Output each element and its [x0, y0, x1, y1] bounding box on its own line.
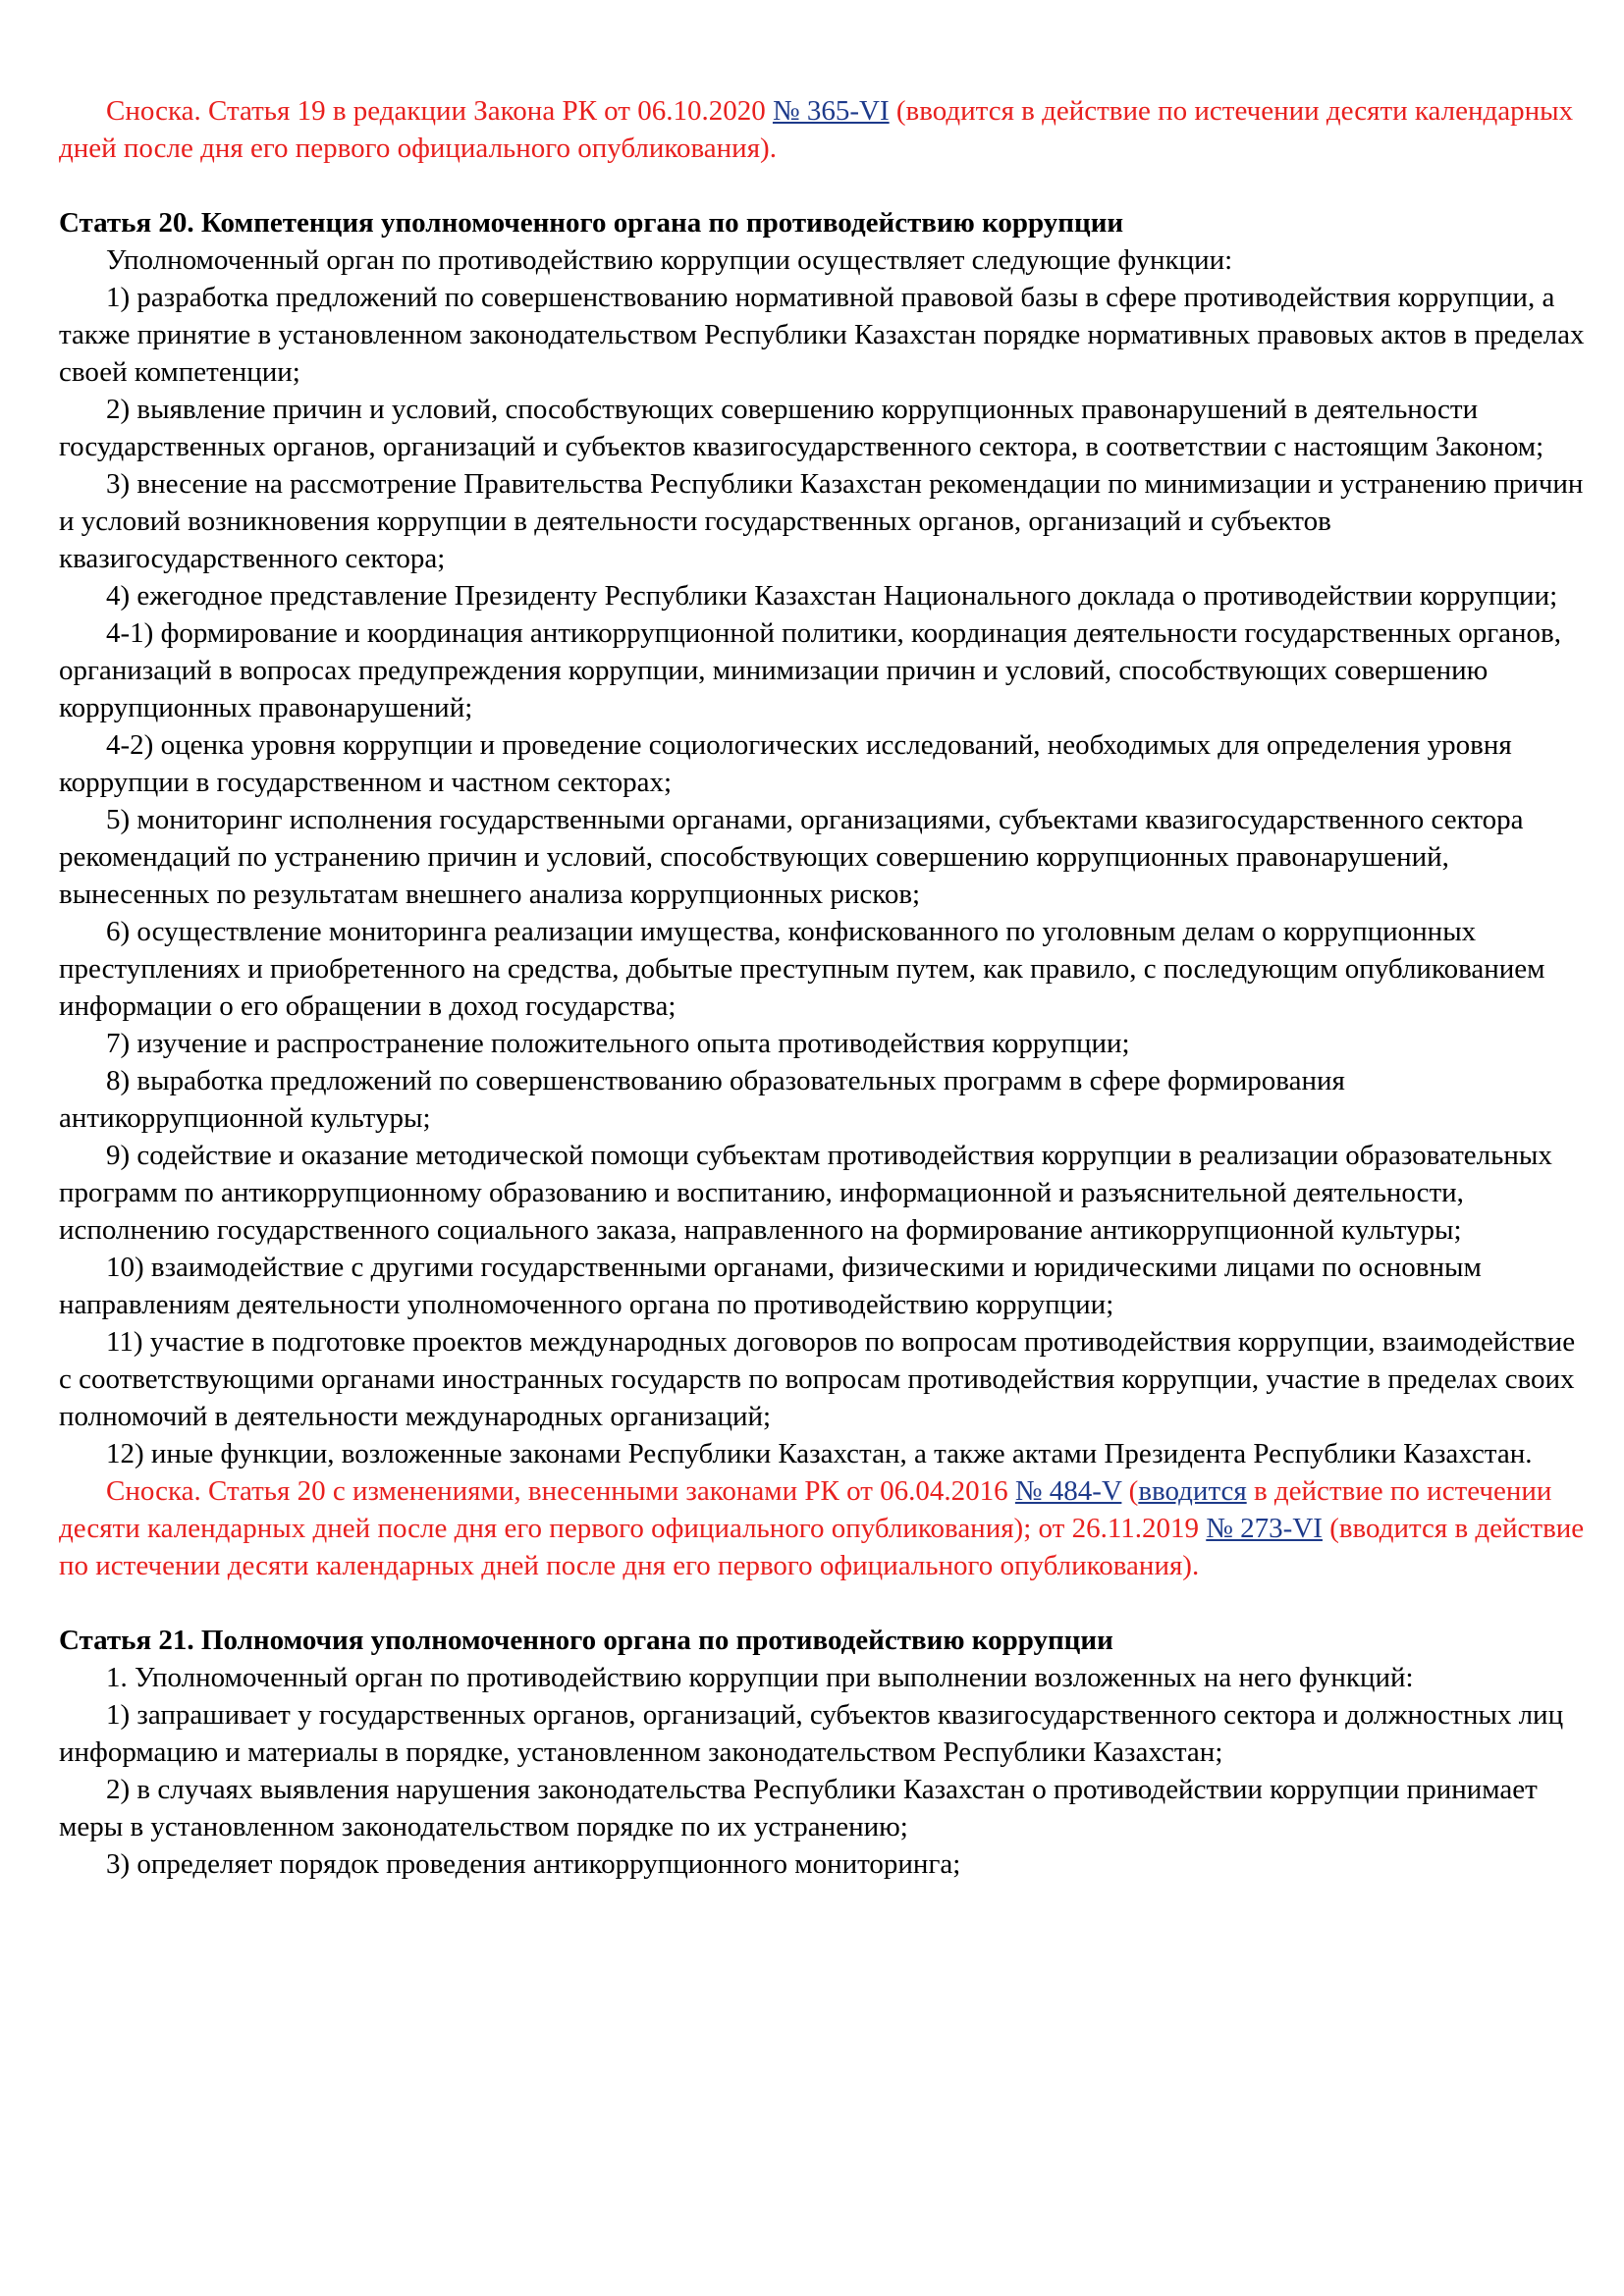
- law-link-365-vi[interactable]: № 365-VI: [772, 95, 890, 127]
- article-20-item: 4-2) оценка уровня коррупции и проведение социологических исследований, необходимых для определения уровня коррупции в государственном и частном секторах;: [59, 729, 1512, 798]
- article-20-item: 11) участие в подготовке проектов международных договоров по вопросам противодействия коррупции, взаимодействие с соответствующими органами иностранных государств по вопросам противодействия коррупции, участие в пределах своих полномочий в деятельности международных организаций;: [59, 1326, 1576, 1432]
- article-21-item: 2) в случаях выявления нарушения законодательства Республики Казахстан о противодействии коррупции принимает меры в установленном законодательством порядке по их устранению;: [59, 1774, 1538, 1842]
- document-page: [59, 92, 1591, 1883]
- spacer: [59, 1584, 1591, 1622]
- footnote-article-19: Сноска. Статья 19 в редакции Закона РК от 06.10.2020 № 365-VI (вводится в действие по истечении десяти календарных дней после дня его первого официального опубликования).: [59, 95, 1574, 164]
- article-20-item: 2) выявление причин и условий, способствующих совершению коррупционных правонарушений в деятельности государственных органов, организаций и субъектов квазигосударственного сектора, в соответствии с настоящим Законом;: [59, 394, 1544, 462]
- article-20-item: 5) мониторинг исполнения государственными органами, организациями, субъектами квазигосударственного сектора рекомендаций по устранению причин и условий, способствующих совершению коррупционных правонарушений, вынесенных по результатам внешнего анализа коррупционных рисков;: [59, 804, 1524, 910]
- law-link-enters-force[interactable]: вводится: [1138, 1475, 1247, 1507]
- article-21-item: 3) определяет порядок проведения антикоррупционного мониторинга;: [106, 1848, 961, 1880]
- spacer: [59, 167, 1591, 204]
- article-20-item: 12) иные функции, возложенные законами Республики Казахстан, а также актами Президента Республики Казахстан.: [106, 1438, 1533, 1469]
- article-20-heading: Статья 20. Компетенция уполномоченного органа по противодействию коррупции: [59, 207, 1124, 239]
- article-21-heading: Статья 21. Полномочия уполномоченного органа по противодействию коррупции: [59, 1625, 1113, 1656]
- article-20-item: 9) содействие и оказание методической помощи субъектам противодействия коррупции в реализации образовательных программ по антикоррупционному образованию и воспитанию, информационной и разъяснительной деятельности, исполнению государственного социального заказа, направленного на формирование антикоррупционной культуры;: [59, 1140, 1552, 1246]
- article-20-item: 1) разработка предложений по совершенствованию нормативной правовой базы в сфере противодействия коррупции, а также принятие в установленном законодательством Республики Казахстан порядке нормативных правовых актов в пределах своей компетенции;: [59, 282, 1585, 388]
- article-20-item: 3) внесение на рассмотрение Правительства Республики Казахстан рекомендации по минимизации и устранению причин и условий возникновения коррупции в деятельности государственных органов, организаций и субъектов квазигосударственного сектора;: [59, 468, 1584, 574]
- article-20-item: 7) изучение и распространение положительного опыта противодействия коррупции;: [106, 1028, 1130, 1059]
- article-20-item: 8) выработка предложений по совершенствованию образовательных программ в сфере формирования антикоррупционной культуры;: [59, 1065, 1345, 1134]
- article-20-item: 4) ежегодное представление Президенту Республики Казахстан Национального доклада о противодействии коррупции;: [106, 580, 1558, 612]
- law-link-484-v[interactable]: № 484-V: [1014, 1475, 1122, 1507]
- article-21-intro: 1. Уполномоченный орган по противодействию коррупции при выполнении возложенных на него функций:: [106, 1662, 1414, 1693]
- article-20-item: 10) взаимодействие с другими государственными органами, физическими и юридическими лицами по основным направлениям деятельности уполномоченного органа по противодействию коррупции;: [59, 1252, 1482, 1320]
- article-20-item: 6) осуществление мониторинга реализации имущества, конфискованного по уголовным делам о коррупционных преступлениях и приобретенного на средства, добытые преступным путем, как правило, с последующим опубликованием информации о его обращении в доход государства;: [59, 916, 1545, 1022]
- law-link-273-vi[interactable]: № 273-VI: [1206, 1513, 1323, 1544]
- article-20-item: 4-1) формирование и координация антикоррупционной политики, координация деятельности государственных органов, организаций в вопросах предупреждения коррупции, минимизации причин и условий, способствующих совершению коррупционных правонарушений;: [59, 617, 1561, 723]
- footnote-article-20: Сноска. Статья 20 с изменениями, внесенными законами РК от 06.04.2016 № 484-V (вводится в действие по истечении десяти календарных дней после дня его первого официального опубликования); от 26.11.2019 № 273-VI (вводится в действие по истечении десяти календарных дней после дня его первого официального опубликования).: [59, 1475, 1585, 1581]
- article-21-item: 1) запрашивает у государственных органов, организаций, субъектов квазигосударственного сектора и должностных лиц информацию и материалы в порядке, установленном законодательством Республики Казахстан;: [59, 1699, 1564, 1768]
- article-20-intro: Уполномоченный орган по противодействию коррупции осуществляет следующие функции:: [106, 244, 1233, 276]
